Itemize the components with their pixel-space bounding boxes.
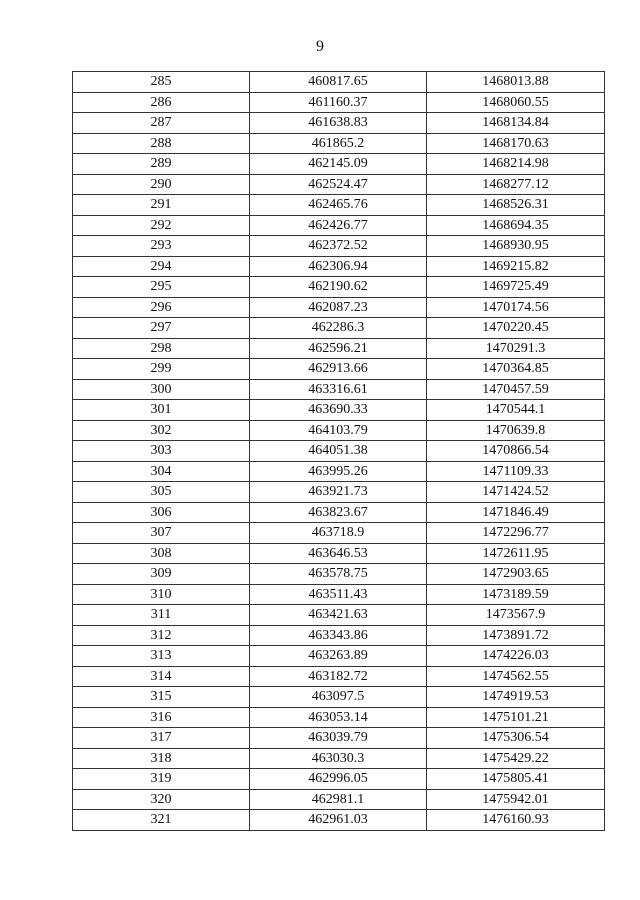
y-coordinate-cell: 1475101.21 [427, 707, 605, 728]
table-row [73, 256, 605, 277]
x-coordinate-cell: 463263.89 [250, 646, 427, 667]
y-coordinate-cell: 1476160.93 [427, 810, 605, 831]
point-number-cell: 317 [73, 728, 250, 749]
x-coordinate-cell: 463182.72 [250, 666, 427, 687]
y-coordinate-cell: 1470174.56 [427, 297, 605, 318]
y-coordinate-cell: 1472296.77 [427, 523, 605, 544]
table-row [73, 277, 605, 298]
point-number-cell: 307 [73, 523, 250, 544]
point-number-cell: 310 [73, 584, 250, 605]
point-number-cell: 287 [73, 113, 250, 134]
table-row [73, 769, 605, 790]
y-coordinate-cell: 1469725.49 [427, 277, 605, 298]
y-coordinate-cell: 1471109.33 [427, 461, 605, 482]
point-number-cell: 298 [73, 338, 250, 359]
point-number-cell: 303 [73, 441, 250, 462]
x-coordinate-cell: 463421.63 [250, 605, 427, 626]
point-number-cell: 302 [73, 420, 250, 441]
table-row [73, 523, 605, 544]
table-row [73, 564, 605, 585]
y-coordinate-cell: 1471846.49 [427, 502, 605, 523]
point-number-cell: 311 [73, 605, 250, 626]
table-row [73, 297, 605, 318]
x-coordinate-cell: 461638.83 [250, 113, 427, 134]
table-row [73, 789, 605, 810]
y-coordinate-cell: 1468060.55 [427, 92, 605, 113]
y-coordinate-cell: 1468214.98 [427, 154, 605, 175]
x-coordinate-cell: 463690.33 [250, 400, 427, 421]
x-coordinate-cell: 464103.79 [250, 420, 427, 441]
y-coordinate-cell: 1474226.03 [427, 646, 605, 667]
x-coordinate-cell: 463646.53 [250, 543, 427, 564]
table-row [73, 707, 605, 728]
y-coordinate-cell: 1473567.9 [427, 605, 605, 626]
point-number-cell: 315 [73, 687, 250, 708]
y-coordinate-cell: 1470457.59 [427, 379, 605, 400]
point-number-cell: 321 [73, 810, 250, 831]
y-coordinate-cell: 1468134.84 [427, 113, 605, 134]
point-number-cell: 305 [73, 482, 250, 503]
coordinates-table-body [73, 72, 605, 831]
x-coordinate-cell: 462372.52 [250, 236, 427, 257]
table-row [73, 646, 605, 667]
point-number-cell: 289 [73, 154, 250, 175]
point-number-cell: 296 [73, 297, 250, 318]
point-number-cell: 291 [73, 195, 250, 216]
y-coordinate-cell: 1474562.55 [427, 666, 605, 687]
x-coordinate-cell: 464051.38 [250, 441, 427, 462]
point-number-cell: 316 [73, 707, 250, 728]
point-number-cell: 285 [73, 72, 250, 93]
x-coordinate-cell: 463921.73 [250, 482, 427, 503]
x-coordinate-cell: 462145.09 [250, 154, 427, 175]
table-row [73, 338, 605, 359]
x-coordinate-cell: 462286.3 [250, 318, 427, 339]
point-number-cell: 300 [73, 379, 250, 400]
x-coordinate-cell: 462596.21 [250, 338, 427, 359]
table-row [73, 215, 605, 236]
point-number-cell: 308 [73, 543, 250, 564]
x-coordinate-cell: 463053.14 [250, 707, 427, 728]
x-coordinate-cell: 463823.67 [250, 502, 427, 523]
x-coordinate-cell: 462981.1 [250, 789, 427, 810]
x-coordinate-cell: 461865.2 [250, 133, 427, 154]
x-coordinate-cell: 462913.66 [250, 359, 427, 380]
point-number-cell: 320 [73, 789, 250, 810]
table-row [73, 728, 605, 749]
y-coordinate-cell: 1472903.65 [427, 564, 605, 585]
y-coordinate-cell: 1468694.35 [427, 215, 605, 236]
y-coordinate-cell: 1470544.1 [427, 400, 605, 421]
table-row [73, 133, 605, 154]
x-coordinate-cell: 463511.43 [250, 584, 427, 605]
y-coordinate-cell: 1475306.54 [427, 728, 605, 749]
table-row [73, 92, 605, 113]
x-coordinate-cell: 463343.86 [250, 625, 427, 646]
x-coordinate-cell: 462087.23 [250, 297, 427, 318]
y-coordinate-cell: 1474919.53 [427, 687, 605, 708]
x-coordinate-cell: 461160.37 [250, 92, 427, 113]
point-number-cell: 306 [73, 502, 250, 523]
y-coordinate-cell: 1468170.63 [427, 133, 605, 154]
table-row [73, 502, 605, 523]
table-row [73, 379, 605, 400]
table-row [73, 605, 605, 626]
table-row [73, 748, 605, 769]
y-coordinate-cell: 1470220.45 [427, 318, 605, 339]
x-coordinate-cell: 462426.77 [250, 215, 427, 236]
table-row [73, 482, 605, 503]
point-number-cell: 297 [73, 318, 250, 339]
table-row [73, 666, 605, 687]
x-coordinate-cell: 462996.05 [250, 769, 427, 790]
x-coordinate-cell: 463097.5 [250, 687, 427, 708]
point-number-cell: 309 [73, 564, 250, 585]
table-row [73, 154, 605, 175]
y-coordinate-cell: 1468930.95 [427, 236, 605, 257]
y-coordinate-cell: 1470866.54 [427, 441, 605, 462]
y-coordinate-cell: 1468013.88 [427, 72, 605, 93]
point-number-cell: 288 [73, 133, 250, 154]
point-number-cell: 319 [73, 769, 250, 790]
x-coordinate-cell: 463578.75 [250, 564, 427, 585]
y-coordinate-cell: 1468277.12 [427, 174, 605, 195]
y-coordinate-cell: 1471424.52 [427, 482, 605, 503]
x-coordinate-cell: 462190.62 [250, 277, 427, 298]
y-coordinate-cell: 1470291.3 [427, 338, 605, 359]
point-number-cell: 295 [73, 277, 250, 298]
y-coordinate-cell: 1473189.59 [427, 584, 605, 605]
table-row [73, 174, 605, 195]
table-row [73, 236, 605, 257]
y-coordinate-cell: 1475942.01 [427, 789, 605, 810]
table-row [73, 687, 605, 708]
x-coordinate-cell: 462465.76 [250, 195, 427, 216]
point-number-cell: 292 [73, 215, 250, 236]
point-number-cell: 299 [73, 359, 250, 380]
y-coordinate-cell: 1475805.41 [427, 769, 605, 790]
x-coordinate-cell: 462961.03 [250, 810, 427, 831]
y-coordinate-cell: 1470364.85 [427, 359, 605, 380]
point-number-cell: 312 [73, 625, 250, 646]
point-number-cell: 318 [73, 748, 250, 769]
y-coordinate-cell: 1470639.8 [427, 420, 605, 441]
point-number-cell: 290 [73, 174, 250, 195]
table-row [73, 359, 605, 380]
point-number-cell: 294 [73, 256, 250, 277]
table-row [73, 584, 605, 605]
y-coordinate-cell: 1473891.72 [427, 625, 605, 646]
table-row [73, 420, 605, 441]
point-number-cell: 301 [73, 400, 250, 421]
x-coordinate-cell: 463039.79 [250, 728, 427, 749]
y-coordinate-cell: 1468526.31 [427, 195, 605, 216]
coordinates-table [72, 71, 605, 831]
point-number-cell: 293 [73, 236, 250, 257]
y-coordinate-cell: 1472611.95 [427, 543, 605, 564]
y-coordinate-cell: 1469215.82 [427, 256, 605, 277]
y-coordinate-cell: 1475429.22 [427, 748, 605, 769]
table-row [73, 543, 605, 564]
point-number-cell: 304 [73, 461, 250, 482]
table-row [73, 810, 605, 831]
x-coordinate-cell: 462306.94 [250, 256, 427, 277]
point-number-cell: 286 [73, 92, 250, 113]
table-row [73, 461, 605, 482]
table-row [73, 318, 605, 339]
x-coordinate-cell: 463030.3 [250, 748, 427, 769]
table-row [73, 400, 605, 421]
x-coordinate-cell: 462524.47 [250, 174, 427, 195]
point-number-cell: 314 [73, 666, 250, 687]
page-number: 9 [316, 38, 324, 55]
table-row [73, 441, 605, 462]
point-number-cell: 313 [73, 646, 250, 667]
x-coordinate-cell: 463718.9 [250, 523, 427, 544]
x-coordinate-cell: 460817.65 [250, 72, 427, 93]
x-coordinate-cell: 463316.61 [250, 379, 427, 400]
table-row [73, 113, 605, 134]
table-row [73, 625, 605, 646]
table-row [73, 195, 605, 216]
x-coordinate-cell: 463995.26 [250, 461, 427, 482]
table-row [73, 72, 605, 93]
